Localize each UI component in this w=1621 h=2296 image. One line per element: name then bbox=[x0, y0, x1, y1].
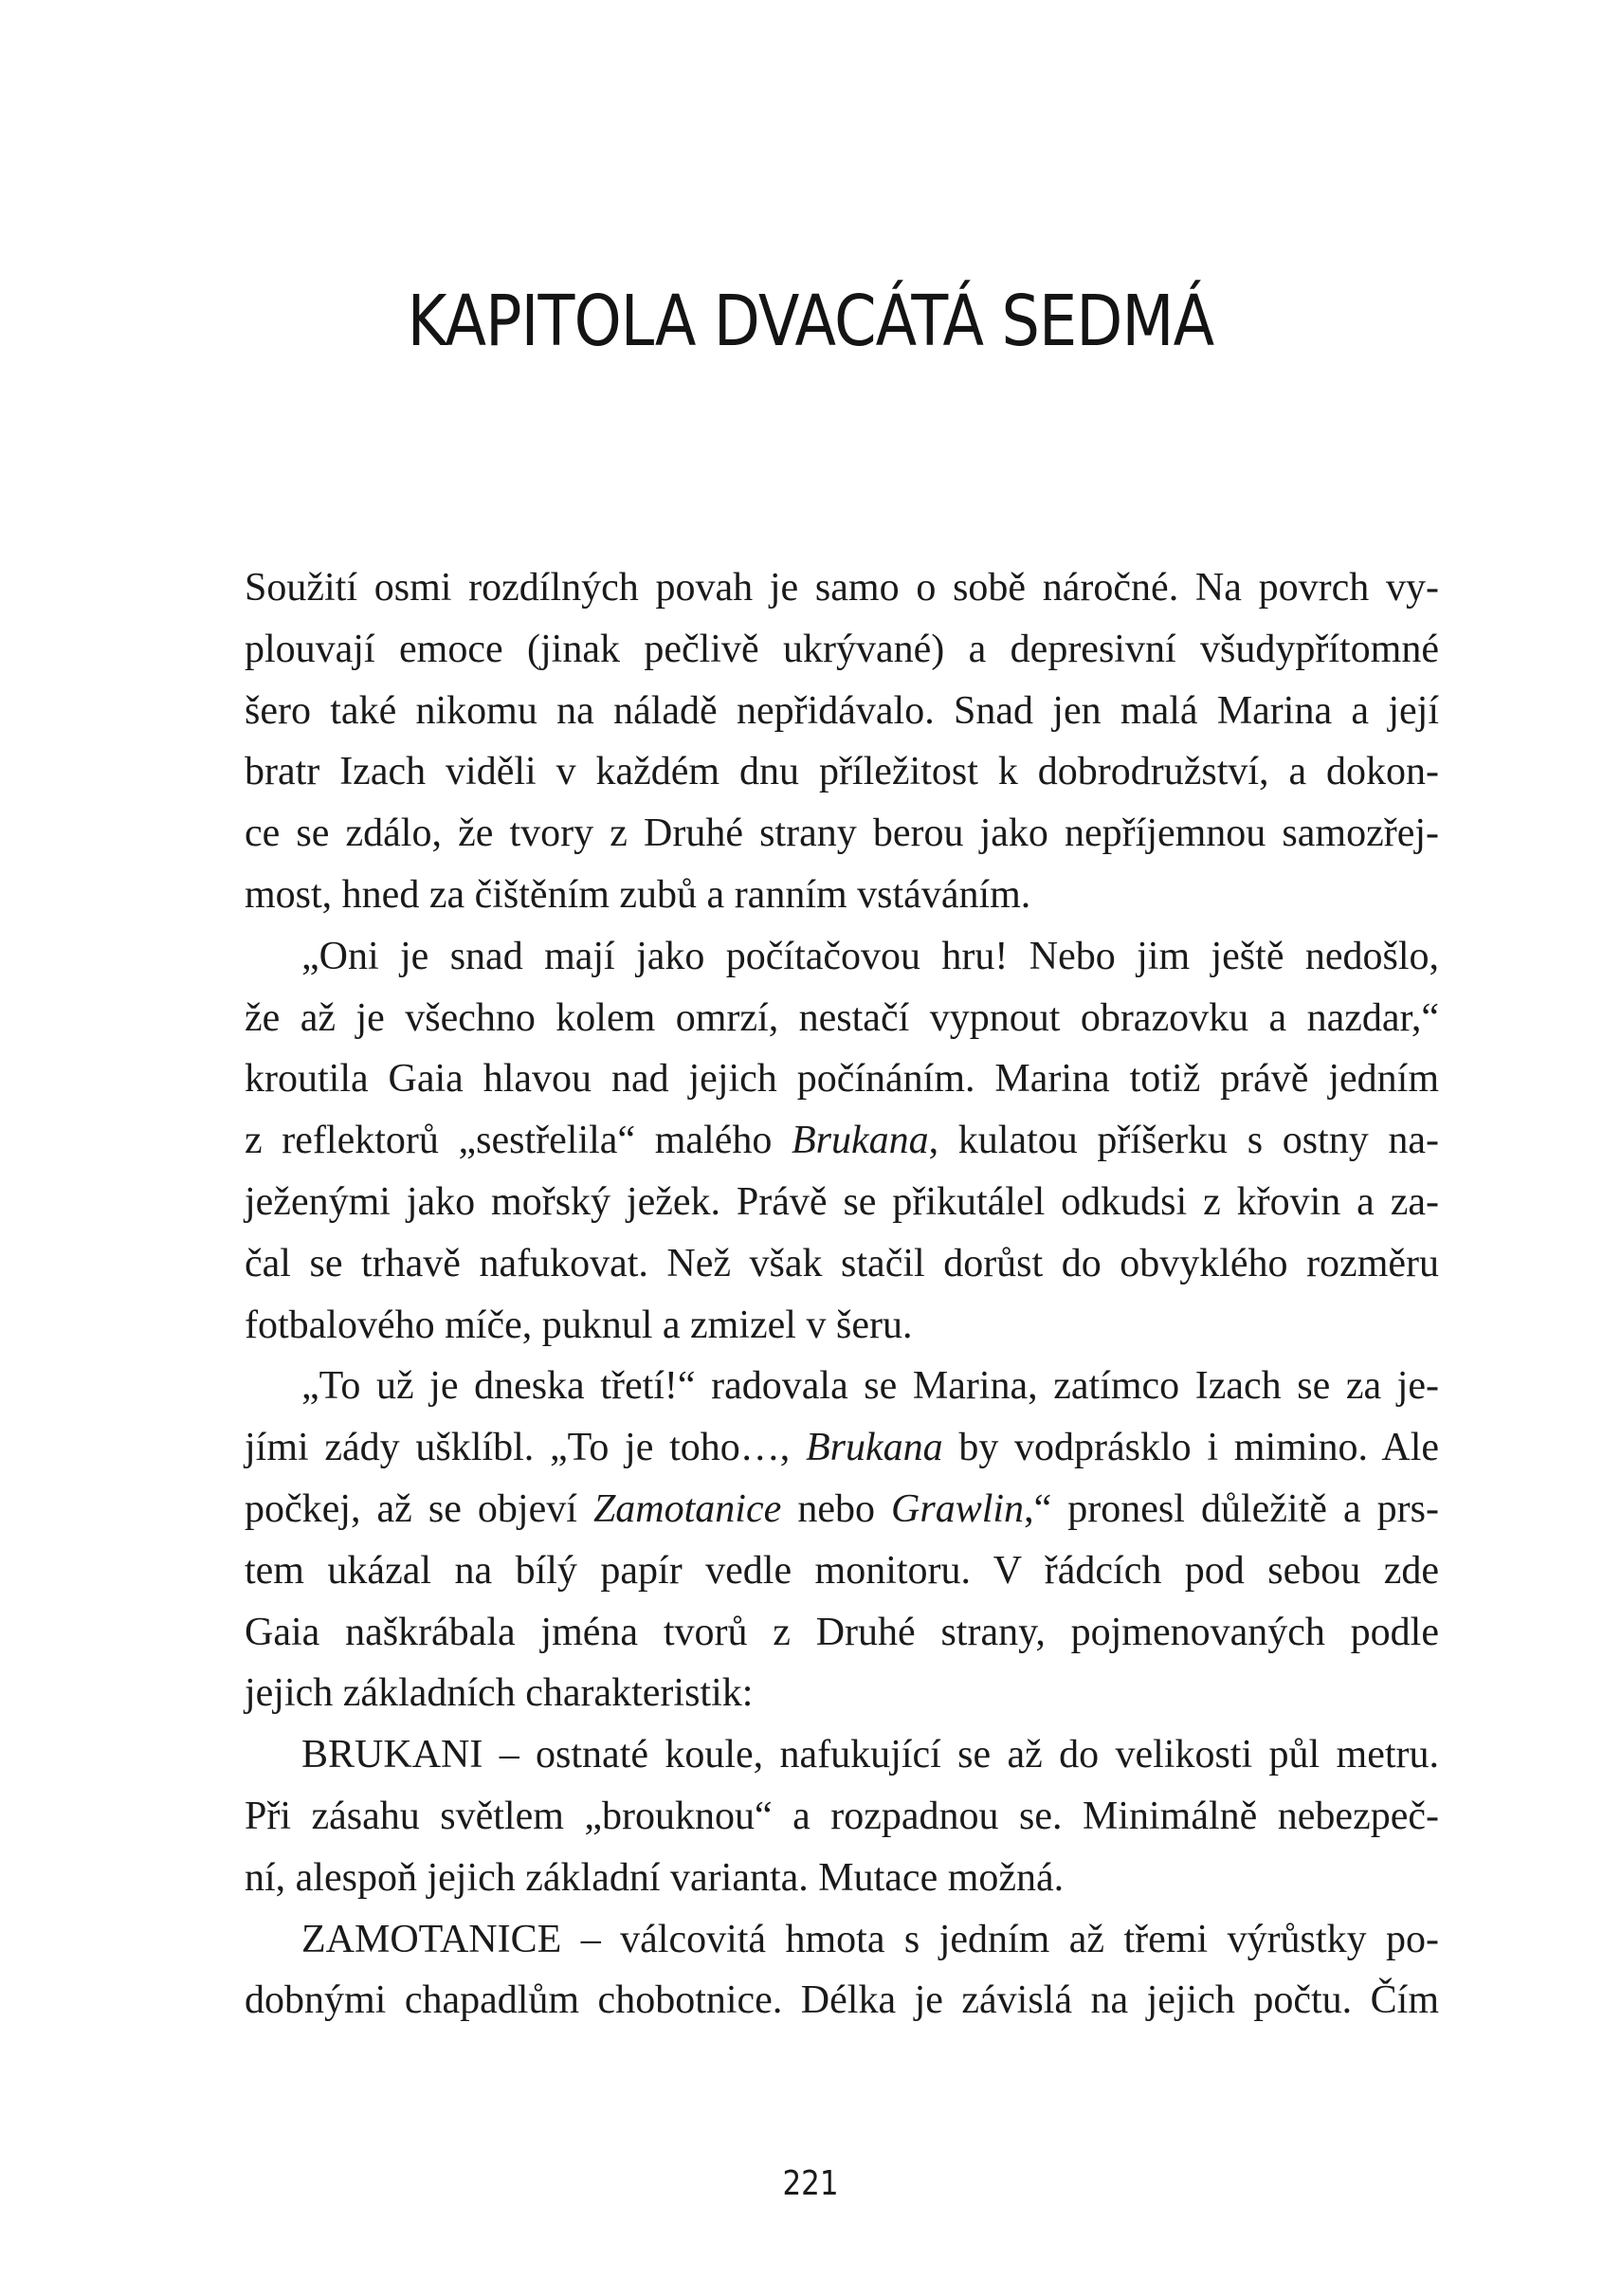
text-line: fotbalového míče, puknul a zmizel v šeru. bbox=[245, 1303, 913, 1347]
text-line: čal se trhavě nafukovat. Než však stačil dorůst do obvyklého rozměru bbox=[245, 1241, 1439, 1285]
text-line: ní, alespoň jejich základní varianta. Mutace možná. bbox=[245, 1855, 1065, 1900]
body-text bbox=[245, 557, 1439, 2032]
text-segment: z reflektorů „sestřelila“ malého bbox=[245, 1119, 792, 1163]
text-line: tem ukázal na bílý papír vedle monitoru. V řádcích pod sebou zde bbox=[245, 1548, 1439, 1593]
text-line: dobnými chapadlům chobotnice. Délka je závislá na jejich počtu. Čím bbox=[245, 1978, 1439, 2023]
text-segment: počkej, až se objeví bbox=[245, 1486, 593, 1531]
text-line: ježenými jako mořský ježek. Právě se přikutálel odkudsi z křovin a za- bbox=[245, 1179, 1439, 1224]
text-line: Gaia naškrábala jména tvorů z Druhé strany, pojmenovaných podle bbox=[245, 1610, 1439, 1654]
text-line: jejich základních charakteristik: bbox=[245, 1671, 754, 1716]
italic-term: Grawlin bbox=[891, 1486, 1025, 1531]
text-line: ce se zdálo, že tvory z Druhé strany berou jako nepříjemnou samozřej- bbox=[245, 811, 1439, 856]
page-number: 221 bbox=[782, 2164, 839, 2203]
italic-term: Brukana bbox=[805, 1426, 943, 1470]
text-segment: ,“ pronesl důležitě a prs- bbox=[1024, 1486, 1439, 1531]
text-line: „Oni je snad mají jako počítačovou hru! Nebo jim ještě nedošlo, bbox=[301, 934, 1439, 978]
text-line: Při zásahu světlem „brouknou“ a rozpadnou se. Minimálně nebezpeč- bbox=[245, 1794, 1439, 1838]
text-line: Soužití osmi rozdílných povah je samo o sobě náročné. Na povrch vy- bbox=[245, 566, 1439, 610]
chapter-title: KAPITOLA DVACÁTÁ SEDMÁ bbox=[407, 281, 1214, 362]
text-line: „To už je dneska třetí!“ radovala se Marina, zatímco Izach se za je- bbox=[301, 1364, 1439, 1409]
text-line: kroutila Gaia hlavou nad jejich počínáním. Marina totiž právě jedním bbox=[245, 1057, 1439, 1102]
text-segment: , kulatou příšerku s ostny na- bbox=[928, 1119, 1439, 1163]
text-line: že až je všechno kolem omrzí, nestačí vypnout obrazovku a nazdar,“ bbox=[245, 995, 1439, 1040]
text-line: most, hned za čištěním zubů a ranním vstáváním. bbox=[245, 872, 1031, 917]
text-line bbox=[245, 1110, 1439, 1172]
text-line bbox=[245, 1417, 1439, 1479]
text-segment: jími zády ušklíbl. „To je toho…, bbox=[245, 1426, 806, 1470]
italic-term: Zamotanice bbox=[592, 1486, 782, 1531]
italic-term: Brukana bbox=[792, 1119, 929, 1163]
text-segment: by vodprásklo i mimino. Ale bbox=[942, 1426, 1439, 1470]
text-line: ZAMOTANICE – válcovitá hmota s jedním až třemi výrůstky po- bbox=[301, 1917, 1439, 1961]
text-line: šero také nikomu na náladě nepřidávalo. Snad jen malá Marina a její bbox=[245, 688, 1439, 733]
text-segment: nebo bbox=[781, 1486, 892, 1531]
text-line: BRUKANI – ostnaté koule, nafukující se až do velikosti půl metru. bbox=[301, 1733, 1439, 1777]
text-line: plouvají emoce (jinak pečlivě ukrývané) a depresivní všudypřítomné bbox=[245, 627, 1439, 671]
text-line bbox=[245, 1479, 1439, 1540]
text-line: bratr Izach viděli v každém dnu příležitost k dobrodružství, a dokon- bbox=[245, 750, 1439, 794]
